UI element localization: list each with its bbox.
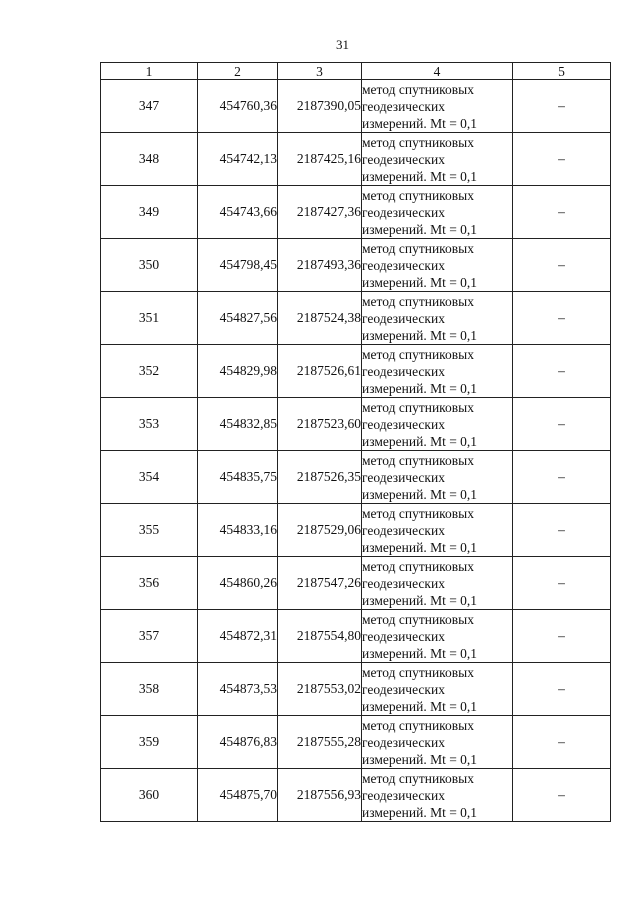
table-row <box>101 557 611 610</box>
table-row <box>101 451 611 504</box>
method-cell: метод спутниковых геодезических измерений. Mt = 0,1 <box>362 133 513 186</box>
description-cell: – <box>513 186 611 239</box>
description-cell: – <box>513 504 611 557</box>
x-coordinate-cell: 454875,70 <box>198 769 278 822</box>
method-cell: метод спутниковых геодезических измерений. Mt = 0,1 <box>362 504 513 557</box>
point-number-cell: 350 <box>101 239 198 292</box>
page-number: 31 <box>336 37 349 52</box>
method-cell: метод спутниковых геодезических измерений. Mt = 0,1 <box>362 80 513 133</box>
point-number-cell: 355 <box>101 504 198 557</box>
y-coordinate-cell: 2187524,38 <box>278 292 362 345</box>
description-cell: – <box>513 292 611 345</box>
y-coordinate-cell: 2187425,16 <box>278 133 362 186</box>
y-coordinate-cell: 2187526,35 <box>278 451 362 504</box>
method-cell: метод спутниковых геодезических измерений. Mt = 0,1 <box>362 663 513 716</box>
x-coordinate-cell: 454760,36 <box>198 80 278 133</box>
x-coordinate-cell: 454832,85 <box>198 398 278 451</box>
point-number-cell: 356 <box>101 557 198 610</box>
method-cell: метод спутниковых геодезических измерений. Mt = 0,1 <box>362 292 513 345</box>
y-coordinate-cell: 2187523,60 <box>278 398 362 451</box>
description-cell: – <box>513 133 611 186</box>
table-row <box>101 716 611 769</box>
y-coordinate-cell: 2187529,06 <box>278 504 362 557</box>
description-cell: – <box>513 663 611 716</box>
coordinates-table <box>100 62 611 822</box>
x-coordinate-cell: 454876,83 <box>198 716 278 769</box>
table-row <box>101 398 611 451</box>
method-cell: метод спутниковых геодезических измерений. Mt = 0,1 <box>362 398 513 451</box>
y-coordinate-cell: 2187554,80 <box>278 610 362 663</box>
description-cell: – <box>513 769 611 822</box>
x-coordinate-cell: 454872,31 <box>198 610 278 663</box>
column-header: 3 <box>278 63 362 80</box>
point-number-cell: 347 <box>101 80 198 133</box>
point-number-cell: 352 <box>101 345 198 398</box>
x-coordinate-cell: 454835,75 <box>198 451 278 504</box>
table-row <box>101 504 611 557</box>
description-cell: – <box>513 345 611 398</box>
method-cell: метод спутниковых геодезических измерений. Mt = 0,1 <box>362 716 513 769</box>
x-coordinate-cell: 454860,26 <box>198 557 278 610</box>
column-header: 2 <box>198 63 278 80</box>
y-coordinate-cell: 2187390,05 <box>278 80 362 133</box>
point-number-cell: 360 <box>101 769 198 822</box>
description-cell: – <box>513 80 611 133</box>
point-number-cell: 358 <box>101 663 198 716</box>
description-cell: – <box>513 610 611 663</box>
y-coordinate-cell: 2187427,36 <box>278 186 362 239</box>
point-number-cell: 353 <box>101 398 198 451</box>
method-cell: метод спутниковых геодезических измерений. Mt = 0,1 <box>362 610 513 663</box>
x-coordinate-cell: 454743,66 <box>198 186 278 239</box>
description-cell: – <box>513 239 611 292</box>
description-cell: – <box>513 716 611 769</box>
table-row <box>101 345 611 398</box>
table-row <box>101 186 611 239</box>
table-row <box>101 663 611 716</box>
column-header: 4 <box>362 63 513 80</box>
point-number-cell: 357 <box>101 610 198 663</box>
y-coordinate-cell: 2187547,26 <box>278 557 362 610</box>
table-row <box>101 292 611 345</box>
method-cell: метод спутниковых геодезических измерений. Mt = 0,1 <box>362 345 513 398</box>
x-coordinate-cell: 454742,13 <box>198 133 278 186</box>
x-coordinate-cell: 454798,45 <box>198 239 278 292</box>
method-cell: метод спутниковых геодезических измерений. Mt = 0,1 <box>362 557 513 610</box>
table-header-row <box>101 63 611 80</box>
y-coordinate-cell: 2187553,02 <box>278 663 362 716</box>
point-number-cell: 354 <box>101 451 198 504</box>
table-row <box>101 133 611 186</box>
description-cell: – <box>513 398 611 451</box>
point-number-cell: 359 <box>101 716 198 769</box>
method-cell: метод спутниковых геодезических измерений. Mt = 0,1 <box>362 769 513 822</box>
point-number-cell: 351 <box>101 292 198 345</box>
point-number-cell: 349 <box>101 186 198 239</box>
table-row <box>101 239 611 292</box>
y-coordinate-cell: 2187493,36 <box>278 239 362 292</box>
description-cell: – <box>513 451 611 504</box>
x-coordinate-cell: 454873,53 <box>198 663 278 716</box>
y-coordinate-cell: 2187526,61 <box>278 345 362 398</box>
column-header: 1 <box>101 63 198 80</box>
y-coordinate-cell: 2187555,28 <box>278 716 362 769</box>
table-row <box>101 769 611 822</box>
x-coordinate-cell: 454829,98 <box>198 345 278 398</box>
y-coordinate-cell: 2187556,93 <box>278 769 362 822</box>
x-coordinate-cell: 454827,56 <box>198 292 278 345</box>
method-cell: метод спутниковых геодезических измерений. Mt = 0,1 <box>362 239 513 292</box>
point-number-cell: 348 <box>101 133 198 186</box>
table-row <box>101 610 611 663</box>
method-cell: метод спутниковых геодезических измерений. Mt = 0,1 <box>362 451 513 504</box>
description-cell: – <box>513 557 611 610</box>
table-row <box>101 80 611 133</box>
method-cell: метод спутниковых геодезических измерений. Mt = 0,1 <box>362 186 513 239</box>
column-header: 5 <box>513 63 611 80</box>
x-coordinate-cell: 454833,16 <box>198 504 278 557</box>
